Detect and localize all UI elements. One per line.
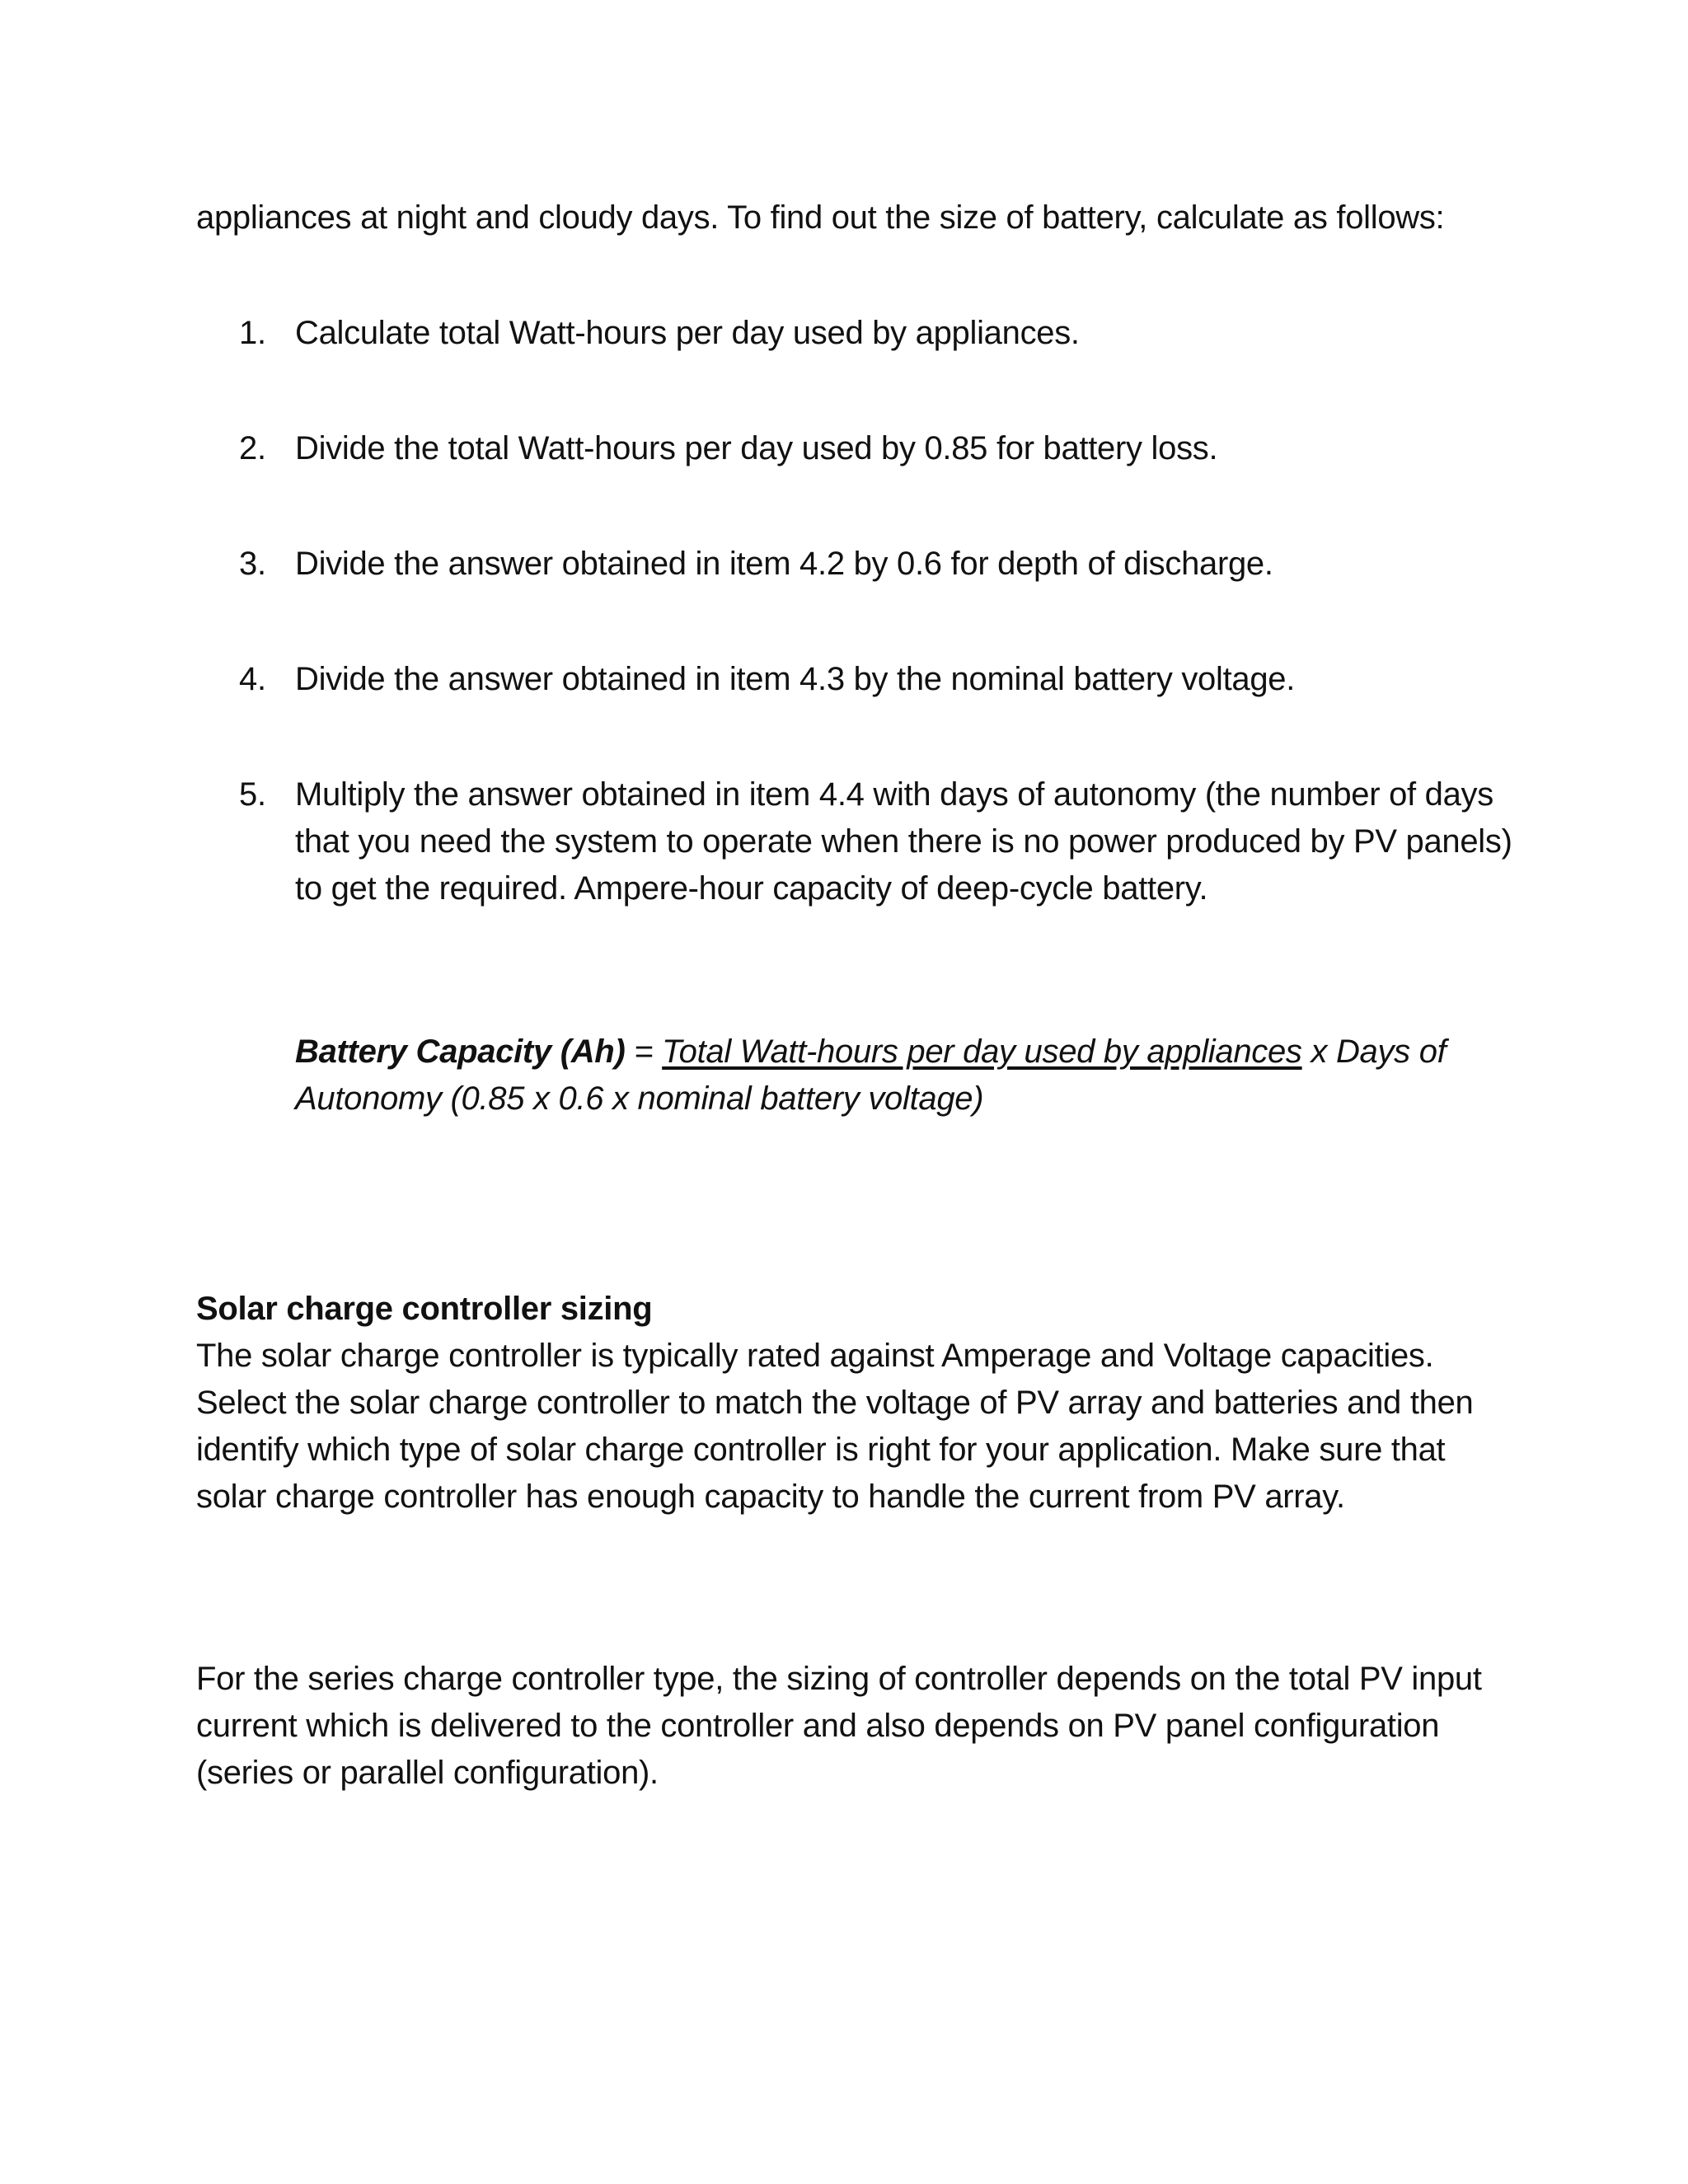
section-heading: Solar charge controller sizing bbox=[196, 1291, 653, 1327]
battery-capacity-formula bbox=[295, 1029, 1531, 1122]
section-paragraph-1: The solar charge controller is typically rated against Amperage and Voltage capacities. Select the solar charge controller to match the voltage of PV array and batteries and then identify which type of solar charge controller is right for your application. Make sure that solar charge controller has enough capacity to handle the current from PV array. bbox=[196, 1338, 1474, 1515]
list-item-text: Divide the total Watt-hours per day used by 0.85 for battery loss. bbox=[295, 430, 1218, 466]
list-item bbox=[239, 310, 1525, 357]
list-item-text: Divide the answer obtained in item 4.2 by 0.6 for depth of discharge. bbox=[295, 546, 1273, 582]
list-item-number: 2. bbox=[239, 430, 266, 466]
list-item-number: 3. bbox=[239, 546, 266, 582]
formula-equals: = bbox=[625, 1033, 663, 1070]
formula-numerator: Total Watt-hours per day used by appliances bbox=[662, 1033, 1302, 1070]
list-item-text: Divide the answer obtained in item 4.3 by the nominal battery voltage. bbox=[295, 661, 1296, 697]
intro-paragraph: appliances at night and cloudy days. To find out the size of battery, calculate as follows: bbox=[196, 199, 1445, 236]
list-item bbox=[239, 771, 1525, 912]
list-item-number: 5. bbox=[239, 776, 266, 813]
list-item-number: 1. bbox=[239, 315, 266, 351]
list-item-number: 4. bbox=[239, 661, 266, 697]
list-item bbox=[239, 656, 1525, 703]
list-item-text: Calculate total Watt-hours per day used by appliances. bbox=[295, 315, 1080, 351]
list-item-text: Multiply the answer obtained in item 4.4 with days of autonomy (the number of days that you need the system to operate when there is no power produced by PV panels) to get the required. Ampere-hour capacity of deep-cycle battery. bbox=[295, 776, 1512, 907]
formula-rest: x Days of Autonomy (0.85 x 0.6 x nominal battery voltage) bbox=[295, 1033, 1447, 1117]
list-item bbox=[239, 541, 1525, 588]
list-item bbox=[239, 425, 1525, 472]
battery-sizing-steps bbox=[239, 310, 1525, 981]
section-paragraph-2: For the series charge controller type, the sizing of controller depends on the total PV input current which is delivered to the controller and also depends on PV panel configuration (series or parallel configuration). bbox=[196, 1661, 1482, 1791]
formula-lhs: Battery Capacity (Ah) bbox=[295, 1033, 626, 1070]
